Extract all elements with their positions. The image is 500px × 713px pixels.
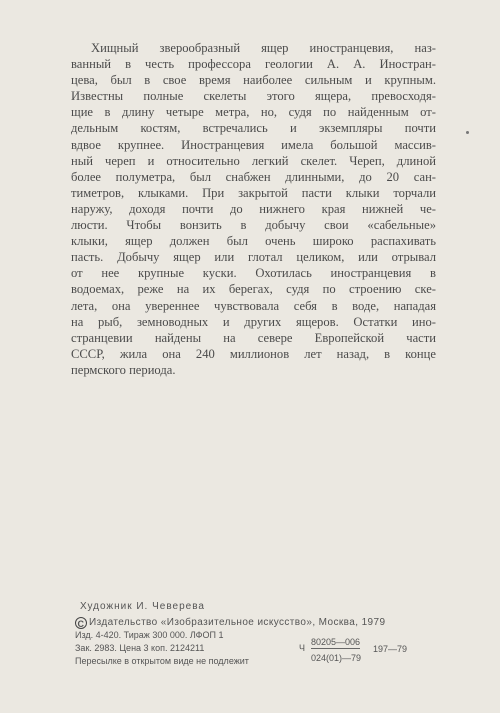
text-line: водоемах, реже на их берегах, судя по строению ске- [71,282,436,297]
text-line: щие в длину четыре метра, но, судя по найденным от- [71,105,436,120]
text-line: ный череп и относительно легкий скелет. Череп, длиной [71,153,436,168]
index-letter: Ч [299,643,305,653]
text-line: от нее крупные куски. Охотилась иностранцевия в [71,266,436,281]
text-line: Известны полные скелеты этого ящера, превосходя- [71,89,436,104]
text-line: люсти. Чтобы вонзить в добычу свои «сабельные» [71,218,436,233]
copyright-line [75,616,435,629]
imprint-line-mailing: Пересылке в открытом виде не подлежит [75,656,249,666]
text-line: клыки, ящер должен был очень широко распахивать [71,234,436,249]
text-line: СССР, жила она 240 миллионов лет назад, в конце [71,346,436,361]
print-speck [466,131,469,134]
text-line: более полуметра, был снабжен длинными, до 20 сан- [71,169,436,184]
text-line: на рыб, земноводных и других ящеров. Остатки ино- [71,314,436,329]
text-line: пермского периода. [71,362,176,377]
index-numerator: 80205—006 [311,637,361,647]
copyright-icon: C [75,617,87,629]
text-line: Хищный зверообразный ящер иностранцевия, наз- [91,41,436,55]
body-text [71,40,436,378]
index-denominator: 024(01)—79 [311,653,362,663]
imprint-line-print-run: Изд. 4-420. Тираж 300 000. ЛФОП 1 [75,630,224,640]
text-line: лета, она увереннее чувствовала себя в воде, нападая [71,298,436,313]
text-line: наружу, доходя почти до нижнего края нижней че- [71,201,436,216]
text-line: тиметров, клыками. При закрытой пасти клыки торчали [71,185,436,200]
index-suffix: 197—79 [373,644,408,654]
text-line: дельным костям, встречались и экземпляры почти [71,121,436,136]
text-line: цева, был в свое время наиболее сильным и крупным. [71,73,436,88]
artist-credit: Художник И. Чеверева [80,601,205,612]
imprint-line-order: Зак. 2983. Цена 3 коп. 2124211 [75,643,205,653]
text-line: вдвое крупнее. Иностранцевия имела большой массив- [71,137,436,152]
text-line: пасть. Добычу ящер или глотал целиком, или отрывал [71,250,436,265]
publisher-imprint [75,616,435,668]
text-line: ванный в честь профессора геологии А. А. Иностран- [71,57,436,72]
text-line: странцевии найдены на севере Европейской части [71,330,436,345]
publisher-name: Издательство «Изобразительное искусство», Москва, 1979 [89,617,386,628]
